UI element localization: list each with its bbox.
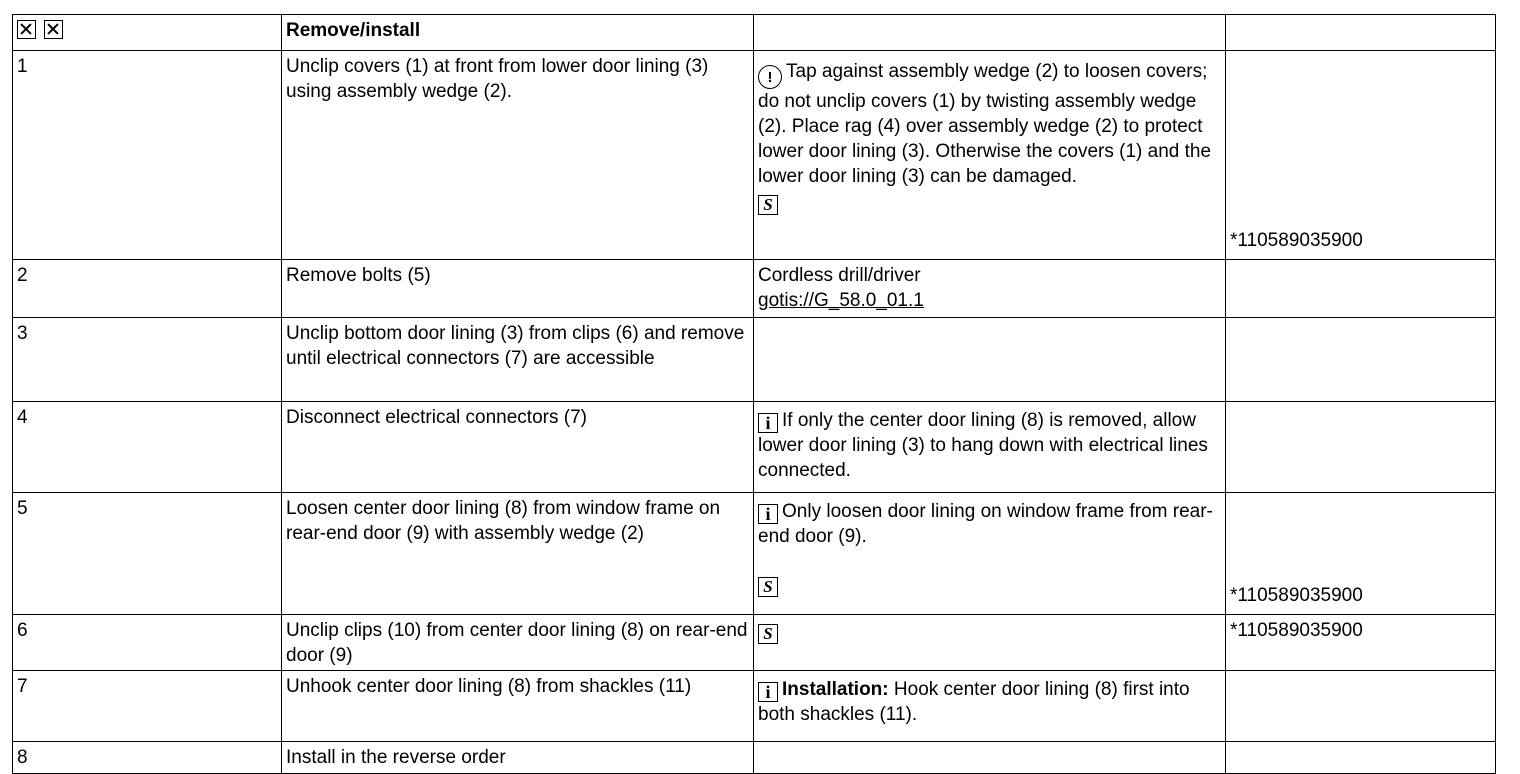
procedure-table bbox=[12, 14, 1496, 774]
note-text: Only loosen door lining on window frame from rear-end door (9). bbox=[758, 501, 1213, 547]
step-part bbox=[1226, 260, 1496, 318]
expand-icon[interactable] bbox=[17, 20, 36, 39]
step-action: Install in the reverse order bbox=[282, 742, 754, 774]
step-action: Unclip bottom door lining (3) from clips (6) and remove until electrical connectors (7) are accessible bbox=[282, 318, 754, 402]
table-row bbox=[13, 402, 1496, 493]
table-header-row bbox=[13, 15, 1496, 51]
step-note bbox=[754, 260, 1226, 318]
gotis-link[interactable]: gotis://G_58.0_01.1 bbox=[758, 290, 924, 311]
step-action: Remove bolts (5) bbox=[282, 260, 754, 318]
info-icon: i bbox=[758, 413, 778, 433]
step-part bbox=[1226, 51, 1496, 260]
step-note bbox=[754, 51, 1226, 260]
step-note bbox=[754, 402, 1226, 493]
part-number[interactable]: *110589035900 bbox=[1230, 585, 1363, 606]
step-action: Loosen center door lining (8) from window frame on rear-end door (9) with assembly wedge (2) bbox=[282, 493, 754, 615]
step-action: Unclip covers (1) at front from lower door lining (3) using assembly wedge (2). bbox=[282, 51, 754, 260]
note-text: Tap against assembly wedge (2) to loosen covers; do not unclip covers (1) by twisting assembly wedge (2). Place rag (4) over assembly wedge (2) to protect lower door lining (3). Otherwise the covers (1) and the lower door lining (3) can be damaged. bbox=[758, 61, 1212, 187]
step-action: Unclip clips (10) from center door lining (8) on rear-end door (9) bbox=[282, 615, 754, 671]
table-row bbox=[13, 51, 1496, 260]
step-number: 6 bbox=[13, 615, 282, 671]
step-note bbox=[754, 615, 1226, 671]
step-number: 4 bbox=[13, 402, 282, 493]
note-text: Cordless drill/driver bbox=[758, 265, 921, 286]
step-number: 2 bbox=[13, 260, 282, 318]
step-action: Unhook center door lining (8) from shackles (11) bbox=[282, 671, 754, 742]
table-row bbox=[13, 260, 1496, 318]
installation-label: Installation: bbox=[782, 679, 889, 700]
step-part bbox=[1226, 318, 1496, 402]
table-row bbox=[13, 671, 1496, 742]
step-action: Disconnect electrical connectors (7) bbox=[282, 402, 754, 493]
special-tool-icon[interactable]: S bbox=[758, 577, 778, 597]
step-part bbox=[1226, 402, 1496, 493]
step-part bbox=[1226, 493, 1496, 615]
step-number: 5 bbox=[13, 493, 282, 615]
step-note bbox=[754, 493, 1226, 615]
special-tool-icon[interactable]: S bbox=[758, 195, 778, 215]
header-empty-cell bbox=[1226, 15, 1496, 51]
collapse-icon[interactable] bbox=[44, 20, 63, 39]
special-tool-icon[interactable]: S bbox=[758, 624, 778, 644]
part-number[interactable]: *110589035900 bbox=[1230, 620, 1363, 641]
part-number[interactable]: *110589035900 bbox=[1230, 230, 1363, 251]
header-empty-cell bbox=[754, 15, 1226, 51]
info-icon: i bbox=[758, 504, 778, 524]
step-part bbox=[1226, 742, 1496, 774]
step-note bbox=[754, 318, 1226, 402]
step-note bbox=[754, 742, 1226, 774]
step-number: 1 bbox=[13, 51, 282, 260]
header-icons-cell bbox=[13, 15, 282, 51]
table-row bbox=[13, 742, 1496, 774]
step-number: 3 bbox=[13, 318, 282, 402]
table-row bbox=[13, 493, 1496, 615]
note-text: If only the center door lining (8) is removed, allow lower door lining (3) to hang down with electrical lines connected. bbox=[758, 410, 1208, 481]
info-icon: i bbox=[758, 682, 778, 702]
caution-icon: ! bbox=[758, 65, 782, 89]
step-note bbox=[754, 671, 1226, 742]
step-part bbox=[1226, 615, 1496, 671]
note-text: Hook center door lining (8) first into both shackles (11). bbox=[758, 679, 1190, 725]
header-title: Remove/install bbox=[282, 15, 754, 51]
table-row bbox=[13, 318, 1496, 402]
table-row bbox=[13, 615, 1496, 671]
step-number: 7 bbox=[13, 671, 282, 742]
step-part bbox=[1226, 671, 1496, 742]
step-number: 8 bbox=[13, 742, 282, 774]
